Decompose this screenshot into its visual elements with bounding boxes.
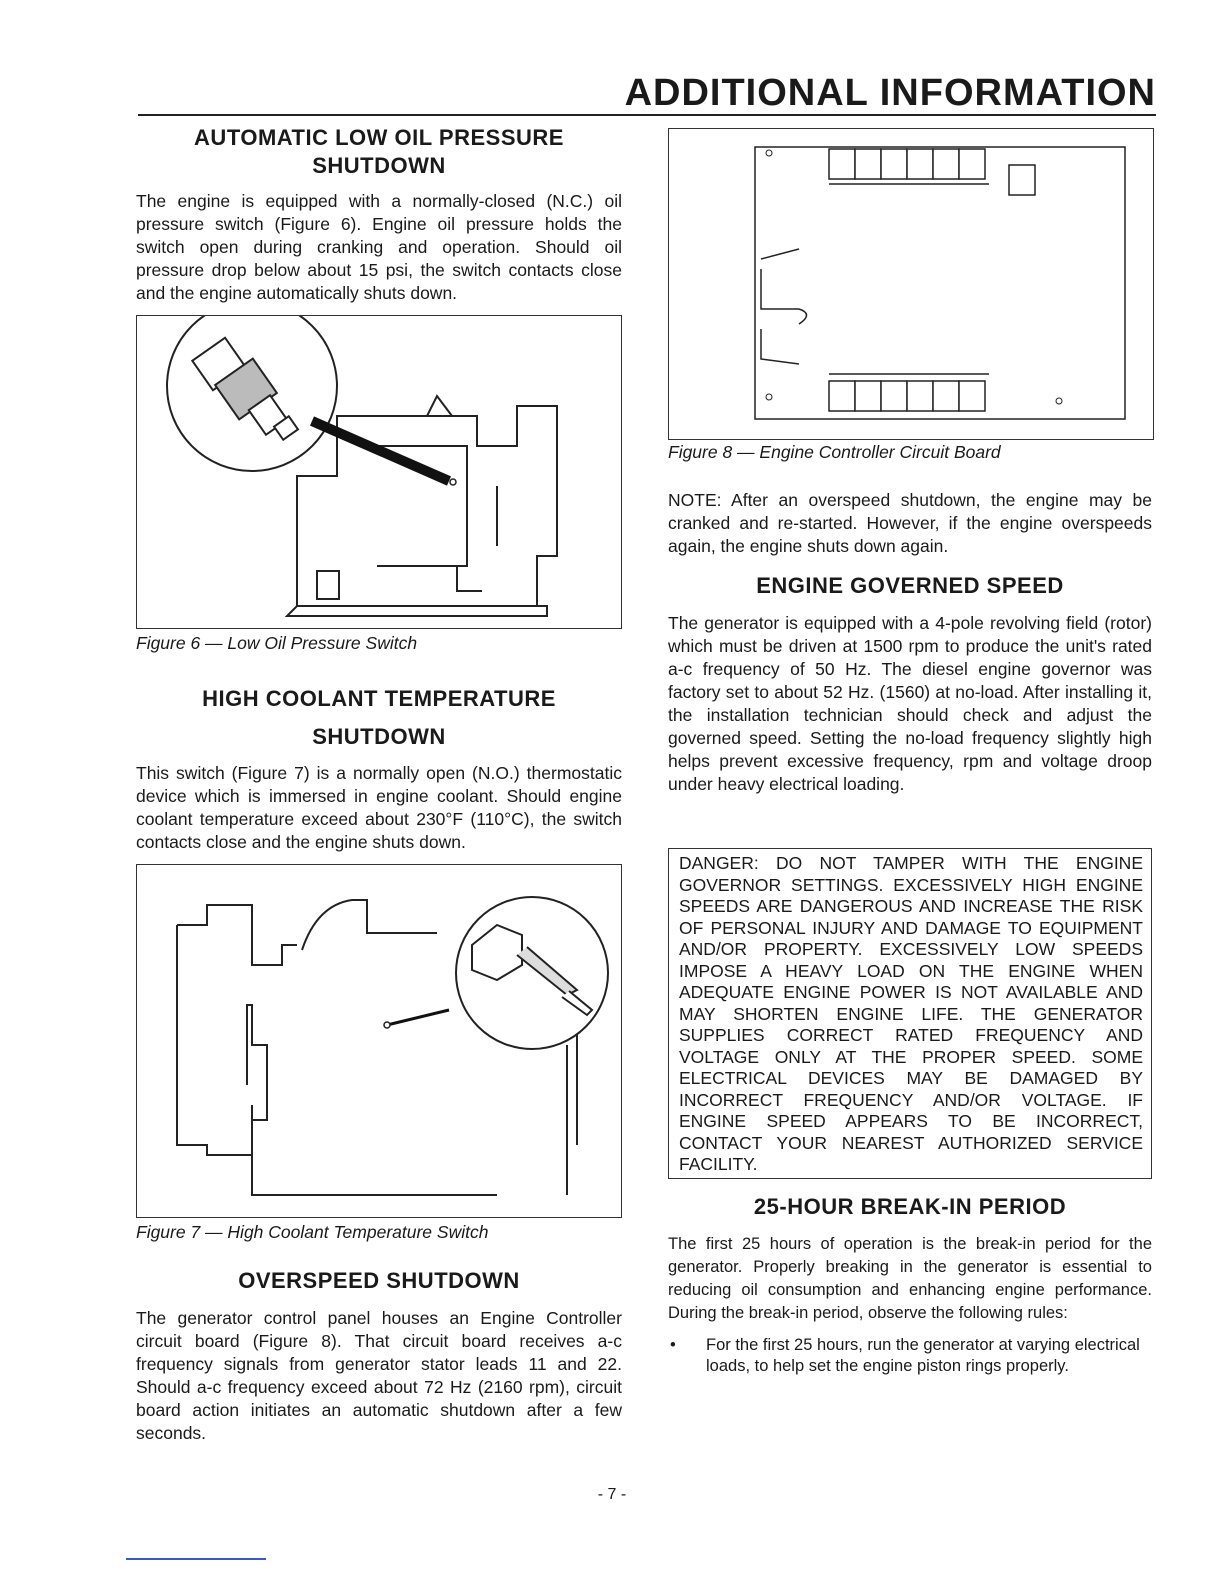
figure-6-illustration xyxy=(136,315,622,629)
bottom-terminal-strip xyxy=(829,374,989,411)
oil-shutdown-heading xyxy=(136,124,622,180)
danger-warning-box: DANGER: DO NOT TAMPER WITH THE ENGINE GOVERNOR SETTINGS. EXCESSIVELY HIGH ENGINE SPEEDS ARE DANGEROUS AND INCREASE THE RISK OF PERSONAL INJURY AND DAMAGE TO EQUIPMENT AND/OR PROPERTY. EXCESSIVELY LOW SPEEDS IMPOSE A HEAVY LOAD ON THE ENGINE WHEN ADEQUATE ENGINE POWER IS NOT AVAILABLE AND MAY SHORTEN ENGINE LIFE. THE GENERATOR SUPPLIES CORRECT RATED FREQUENCY AND VOLTAGE ONLY AT THE PROPER SPEED. SOME ELECTRICAL DEVICES MAY BE DAMAGED BY INCORRECT FREQUENCY AND/OR VOLTAGE. IF ENGINE SPEED APPEARS TO BE INCORRECT, CONTACT YOUR NEAREST AUTHORIZED SERVICE FACILITY. xyxy=(668,848,1152,1179)
breakin-rules-list xyxy=(668,1335,1152,1377)
breakin-body: The first 25 hours of operation is the break-in period for the generator. Properly breaking in the generator is essential to reducing oil consumption and enhancing engine performance. During the break-in period, observe the following rules: xyxy=(668,1234,1152,1322)
oil-heading-line1: AUTOMATIC LOW OIL PRESSURE xyxy=(194,125,564,150)
figure-7-caption: Figure 7 — High Coolant Temperature Switch xyxy=(136,1222,489,1242)
coolant-shutdown-heading xyxy=(136,680,622,756)
side-connector xyxy=(761,249,807,364)
right-column xyxy=(668,128,1152,1377)
figure-6-caption: Figure 6 — Low Oil Pressure Switch xyxy=(136,633,418,653)
page-title: ADDITIONAL INFORMATION xyxy=(624,72,1156,114)
figure-8-illustration xyxy=(668,128,1154,440)
left-column xyxy=(136,122,622,1445)
coolant-heading-line1: HIGH COOLANT TEMPERATURE xyxy=(202,686,556,711)
list-item: • For the first 25 hours, run the generator at varying electrical loads, to help set the engine piston rings properly. xyxy=(668,1335,1152,1377)
page-number: - 7 - xyxy=(597,1486,627,1503)
overspeed-note: NOTE: After an overspeed shutdown, the engine may be cranked and re-started. However, if the engine overspeeds again, the engine shuts down again. xyxy=(668,490,1152,556)
top-terminal-strip xyxy=(829,149,1035,195)
governed-speed-heading: ENGINE GOVERNED SPEED xyxy=(756,573,1064,598)
overspeed-body: The generator control panel houses an Engine Controller circuit board (Figure 8). That circuit board receives a-c frequency signals from generator stator leads 11 and 22. Should a-c frequency exceed about 72 Hz (2160 rpm), circuit board action initiates an automatic shutdown after a few seconds. xyxy=(136,1308,622,1443)
figure-8-caption: Figure 8 — Engine Controller Circuit Board xyxy=(668,442,1001,462)
oil-shutdown-body: The engine is equipped with a normally-closed (N.C.) oil pressure switch (Figure 6). Engine oil pressure holds the switch open during cranking and operation. Should oil pressure drop below about 15 psi, the switch contacts close and the engine automatically shuts down. xyxy=(136,191,622,303)
figure-7-illustration xyxy=(136,864,622,1218)
circuit-board-drawing xyxy=(669,129,1153,439)
coolant-switch-drawing xyxy=(137,865,621,1217)
overspeed-heading: OVERSPEED SHUTDOWN xyxy=(238,1268,520,1293)
governed-speed-body: The generator is equipped with a 4-pole revolving field (rotor) which must be driven at 1500 rpm to produce the unit's rated a-c frequency of 50 Hz. The diesel engine governor was factory set to about 52 Hz. (1560) at no-load. After installing it, the installation technician should check and adjust the governed speed. Setting the no-load frequency slightly high helps prevent excessive frequency, rpm and voltage droop under heavy electrical loading. xyxy=(668,613,1152,794)
breakin-heading: 25-HOUR BREAK-IN PERIOD xyxy=(753,1193,1067,1219)
coolant-heading-line2: SHUTDOWN xyxy=(312,724,446,749)
footer-line xyxy=(126,1558,266,1560)
coolant-shutdown-body: This switch (Figure 7) is a normally open (N.O.) thermostatic device which is immersed in engine coolant. Should engine coolant temperature exceed about 230°F (110°C), the switch contacts close and the engine shuts down. xyxy=(136,763,622,852)
header-divider xyxy=(138,114,1156,116)
oil-heading-line2: SHUTDOWN xyxy=(312,153,446,178)
oil-switch-drawing xyxy=(137,316,621,628)
